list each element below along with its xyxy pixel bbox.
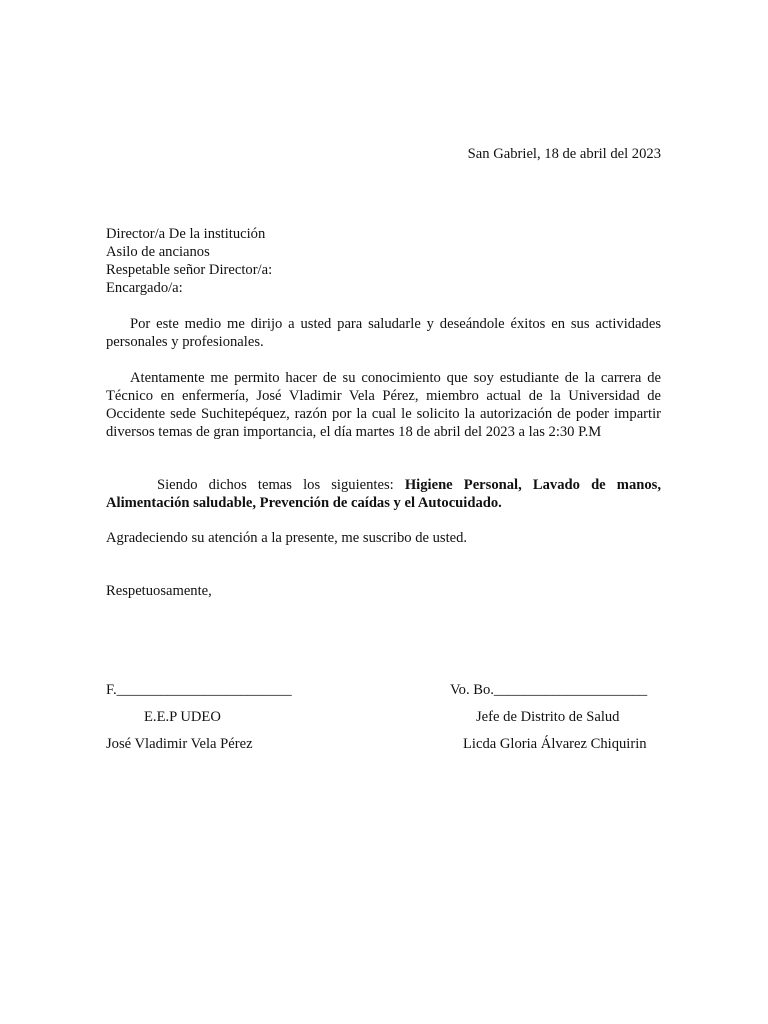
signature-line-right: Vo. Bo._____________________ [450, 682, 648, 698]
addressee-line: Respetable señor Director/a: [106, 262, 273, 278]
closing-salutation: Respetuosamente, [106, 583, 212, 599]
signer-name-left: José Vladimir Vela Pérez [106, 736, 253, 752]
body-paragraph-request: Atentamente me permito hacer de su conocimiento que soy estudiante de la carrera de Técnico en enfermería, José Vladimir Vela Pérez, miembro actual de la Universidad de Occidente sede Suchitepéquez, razón por la cual le solicito la autorización de poder impartir diversos temas de gran importancia, el día martes 18 de abril del 2023 a las 2:30 P.M [106, 370, 661, 440]
body-paragraph-thanks: Agradeciendo su atención a la presente, me suscribo de usted. [106, 530, 468, 546]
addressee-block [106, 225, 272, 297]
topics-intro: Siendo dichos temas los siguientes: [157, 477, 405, 493]
signer-name-right: Licda Gloria Álvarez Chiquirin [463, 736, 647, 752]
body-paragraph-greeting: Por este medio me dirijo a usted para saludarle y deseándole éxitos en sus actividades personales y profesionales. [106, 316, 661, 350]
addressee-line: Director/a De la institución [106, 226, 266, 242]
addressee-line: Encargado/a: [106, 280, 183, 296]
addressee-line: Asilo de ancianos [106, 244, 210, 260]
signer-role-left: E.E.P UDEO [144, 709, 221, 725]
date-line: San Gabriel, 18 de abril del 2023 [467, 146, 661, 162]
signature-line-left: F.________________________ [106, 682, 292, 698]
body-paragraph-topics [106, 476, 661, 512]
signer-role-right: Jefe de Distrito de Salud [476, 709, 620, 725]
topics-list: Higiene Personal, Lavado de manos, Alimentación saludable, Prevención de caídas y el Autocuidado. [106, 477, 661, 511]
